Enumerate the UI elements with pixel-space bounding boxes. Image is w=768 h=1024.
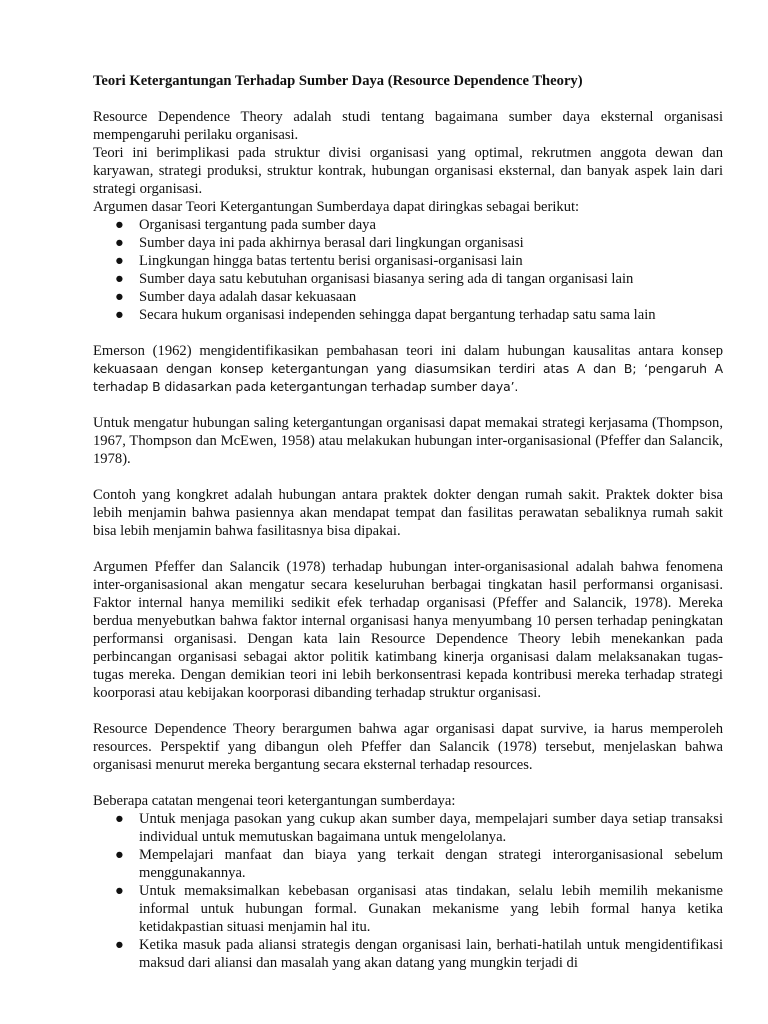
notes-list — [93, 810, 723, 972]
document-title: Teori Ketergantungan Terhadap Sumber Daya (Resource Dependence Theory) — [93, 73, 583, 89]
emerson-quote-text: kekuasaan dengan konsep ketergantungan yang diasumsikan terdiri atas A dan B; ‘pengaruh A terhadap B didasarkan pada ketergantungan terhadap sumber daya’. — [93, 361, 723, 394]
list-item: ● Untuk menjaga pasokan yang cukup akan sumber daya, mempelajari sumber daya setiap transaksi individual untuk memutuskan bagaimana untuk mengelolanya. — [115, 811, 723, 845]
bullet-icon: ● — [115, 847, 124, 863]
emerson-text: Emerson (1962) mengidentifikasikan pembahasan teori ini dalam hubungan kausalitas antara konsep — [93, 343, 723, 359]
bullet-icon: ● — [115, 937, 124, 953]
intro-paragraph-1: Resource Dependence Theory adalah studi tentang bagaimana sumber daya eksternal organisasi mempengaruhi perilaku organisasi. — [93, 109, 723, 143]
document-body — [93, 72, 723, 972]
bullet-icon: ● — [115, 307, 124, 323]
emerson-paragraph — [93, 342, 723, 396]
list-item: ● Mempelajari manfaat dan biaya yang terkait dengan strategi interorganisasional sebelum menggunakannya. — [115, 847, 723, 881]
list-item: ● Organisasi tergantung pada sumber daya — [115, 217, 376, 233]
bullet-icon: ● — [115, 289, 124, 305]
bullet-icon: ● — [115, 883, 124, 899]
bullet-icon: ● — [115, 253, 124, 269]
list-item: ● Sumber daya satu kebutuhan organisasi biasanya sering ada di tangan organisasi lain — [115, 271, 634, 287]
list-item: ● Sumber daya ini pada akhirnya berasal dari lingkungan organisasi — [115, 235, 524, 251]
pfeffer-salancik-paragraph: Argumen Pfeffer dan Salancik (1978) terhadap hubungan inter-organisasional adalah bahwa fenomena inter-organisasional akan mengatur secara keseluruhan berbagai tingkatan hasil performansi organisasi. Faktor internal hanya memiliki sedikit efek terhadap organisasi (Pfeffer and Salancik, 1978). Mereka berdua menyebutkan bahwa faktor internal organisasi hanya menyumbang 10 persen terhadap peningkatan performansi organisasi. Dengan kata lain Resource Dependence Theory lebih menekankan pada perbincangan organisasi sebagai aktor politik katimbang kinerja organisasi dalam melaksanakan tugas-tugas mereka. Dengan demikian teori ini lebih berkonsentrasi kepada kontribusi mereka terhadap strategi koorporasi atau kebijakan koorporasi dibanding terhadap struktur organisasi. — [93, 559, 723, 701]
intro-paragraph-2: Teori ini berimplikasi pada struktur divisi organisasi yang optimal, rekrutmen anggota dewan dan karyawan, strategi produksi, struktur kontrak, hubungan organisasi eksternal, dan banyak aspek lain dari strategi organisasi. — [93, 145, 723, 197]
bullet-icon: ● — [115, 217, 124, 233]
bullet-icon: ● — [115, 271, 124, 287]
intro-paragraph-3: Argumen dasar Teori Ketergantungan Sumberdaya dapat diringkas sebagai berikut: — [93, 199, 580, 215]
bullet-icon: ● — [115, 811, 124, 827]
basic-arguments-list — [93, 216, 723, 324]
survival-paragraph: Resource Dependence Theory berargumen bahwa agar organisasi dapat survive, ia harus memperoleh resources. Perspektif yang dibangun oleh Pfeffer dan Salancik (1978) tersebut, menjelaskan bahwa organisasi menurut mereka bergantung secara eksternal terhadap resources. — [93, 721, 723, 773]
list-item: ● Lingkungan hingga batas tertentu berisi organisasi-organisasi lain — [115, 253, 523, 269]
notes-intro: Beberapa catatan mengenai teori ketergantungan sumberdaya: — [93, 793, 456, 809]
example-paragraph: Contoh yang kongkret adalah hubungan antara praktek dokter dengan rumah sakit. Praktek dokter bisa lebih menjamin bahwa pasiennya akan mendapat tempat dan fasilitas perawatan sebaliknya rumah sakit bisa lebih menjamin bahwa fasilitasnya bisa dipakai. — [93, 487, 723, 539]
list-item: ● Sumber daya adalah dasar kekuasaan — [115, 289, 357, 305]
strategy-paragraph: Untuk mengatur hubungan saling ketergantungan organisasi dapat memakai strategi kerjasama (Thompson, 1967, Thompson dan McEwen, 1958) atau melakukan hubungan inter-organisasional (Pfeffer dan Salancik, 1978). — [93, 415, 723, 467]
list-item: ● Ketika masuk pada aliansi strategis dengan organisasi lain, berhati-hatilah untuk mengidentifikasi maksud dari aliansi dan masalah yang akan datang yang mungkin terjadi di — [115, 937, 723, 971]
list-item: ● Untuk memaksimalkan kebebasan organisasi atas tindakan, selalu lebih memilih mekanisme informal untuk hubungan formal. Gunakan mekanisme yang lebih formal hanya ketika ketidakpastian situasi menjamin hal itu. — [115, 883, 723, 935]
list-item: ● Secara hukum organisasi independen sehingga dapat bergantung terhadap satu sama lain — [115, 307, 656, 323]
bullet-icon: ● — [115, 235, 124, 251]
